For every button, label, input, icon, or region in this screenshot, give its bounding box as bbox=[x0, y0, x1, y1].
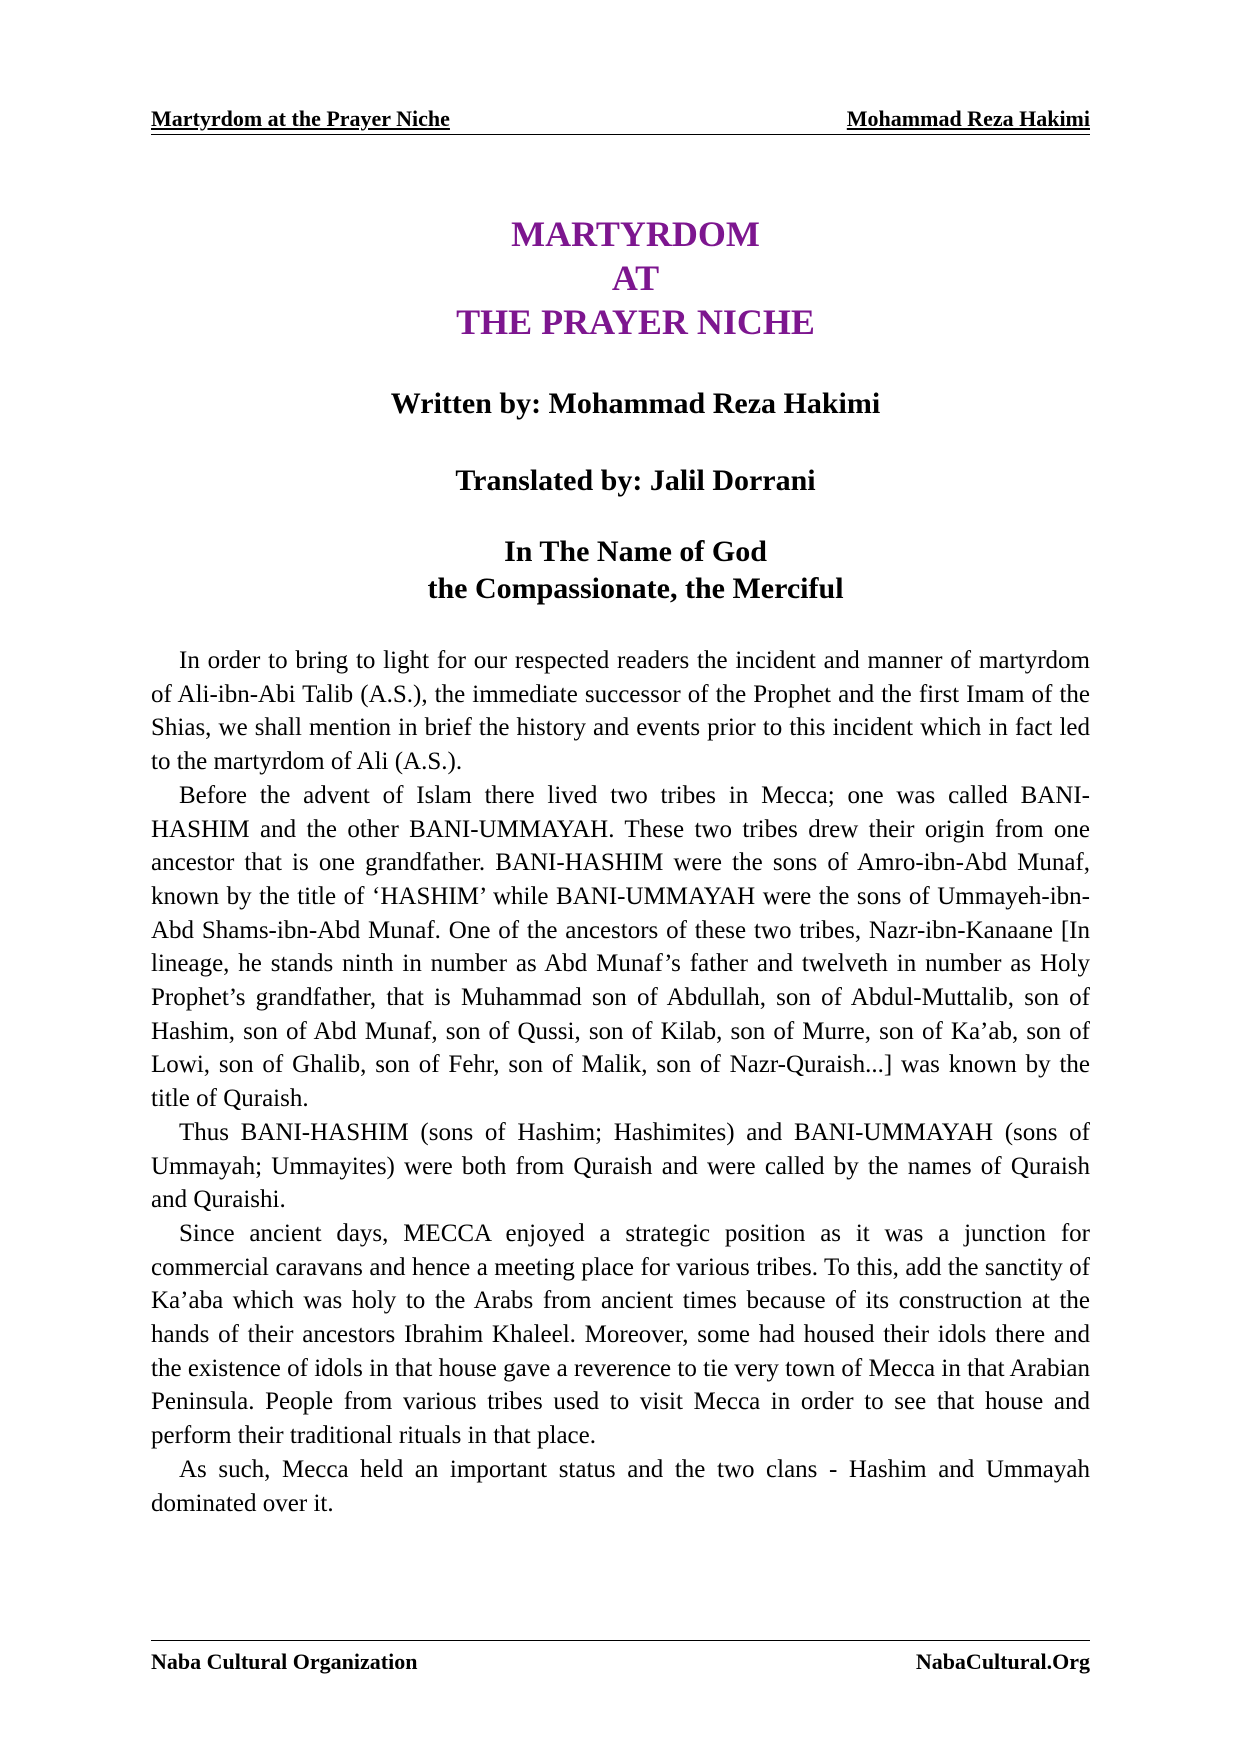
footer-website: NabaCultural.Org bbox=[915, 1649, 1090, 1674]
title-line-1: MARTYRDOM bbox=[511, 214, 760, 254]
body-text bbox=[151, 644, 1090, 1520]
document-title bbox=[0, 212, 1240, 344]
title-line-3: THE PRAYER NICHE bbox=[456, 302, 815, 342]
header-author: Mohammad Reza Hakimi bbox=[846, 106, 1090, 131]
page-footer bbox=[151, 1640, 1090, 1679]
header-book-title: Martyrdom at the Prayer Niche bbox=[151, 106, 450, 131]
footer-organization: Naba Cultural Organization bbox=[151, 1649, 418, 1674]
translated-by: Translated by: Jalil Dorrani bbox=[455, 464, 816, 497]
title-line-2: AT bbox=[611, 258, 660, 298]
paragraph: Since ancient days, MECCA enjoyed a strategic position as it was a junction for commercial caravans and hence a meeting place for various tribes. To this, add the sanctity of Ka’aba which was holy to the Arabs from ancient times because of its construction at the hands of their ancestors Ibrahim Khaleel. Moreover, some had housed their idols there and the existence of idols in that house gave a reverence to tie very town of Mecca in that Arabian Peninsula. People from various tribes used to visit Mecca in order to see that house and perform their traditional rituals in that place. bbox=[151, 1219, 1090, 1450]
invocation-line-2: the Compassionate, the Merciful bbox=[427, 572, 844, 605]
written-by: Written by: Mohammad Reza Hakimi bbox=[390, 387, 881, 420]
paragraph: In order to bring to light for our respected readers the incident and manner of martyrdom of Ali-ibn-Abi Talib (A.S.), the immediate successor of the Prophet and the first Imam of the Shias, we shall mention in brief the history and events prior to this incident which in fact led to the martyrdom of Ali (A.S.). bbox=[151, 647, 1090, 776]
paragraph: Thus BANI-HASHIM (sons of Hashim; Hashimites) and BANI-UMMAYAH (sons of Ummayah; Ummayites) were both from Quraish and were called by the names of Quraish and Quraishi. bbox=[151, 1118, 1090, 1214]
paragraph: Before the advent of Islam there lived two tribes in Mecca; one was called BANI-HASHIM and the other BANI-UMMAYAH. These two tribes drew their origin from one ancestor that is one grandfather. BANI-HASHIM were the sons of Amro-ibn-Abd Munaf, known by the title of ‘HASHIM’ while BANI-UMMAYAH were the sons of Ummayeh-ibn-Abd Shams-ibn-Abd Munaf. One of the ancestors of these two tribes, Nazr-ibn-Kanaane [In lineage, he stands ninth in number as Abd Munaf’s father and twelveth in number as Holy Prophet’s grandfather, that is Muhammad son of Abdullah, son of Abdul-Muttalib, son of Hashim, son of Abd Munaf, son of Qussi, son of Kilab, son of Murre, son of Ka’ab, son of Lowi, son of Ghalib, son of Fehr, son of Malik, son of Nazr-Quraish...] was known by the title of Quraish. bbox=[151, 781, 1090, 1113]
paragraph: As such, Mecca held an important status and the two clans - Hashim and Ummayah dominated over it. bbox=[151, 1455, 1090, 1517]
invocation-line-1: In The Name of God bbox=[504, 535, 767, 568]
page-header bbox=[151, 104, 1090, 135]
